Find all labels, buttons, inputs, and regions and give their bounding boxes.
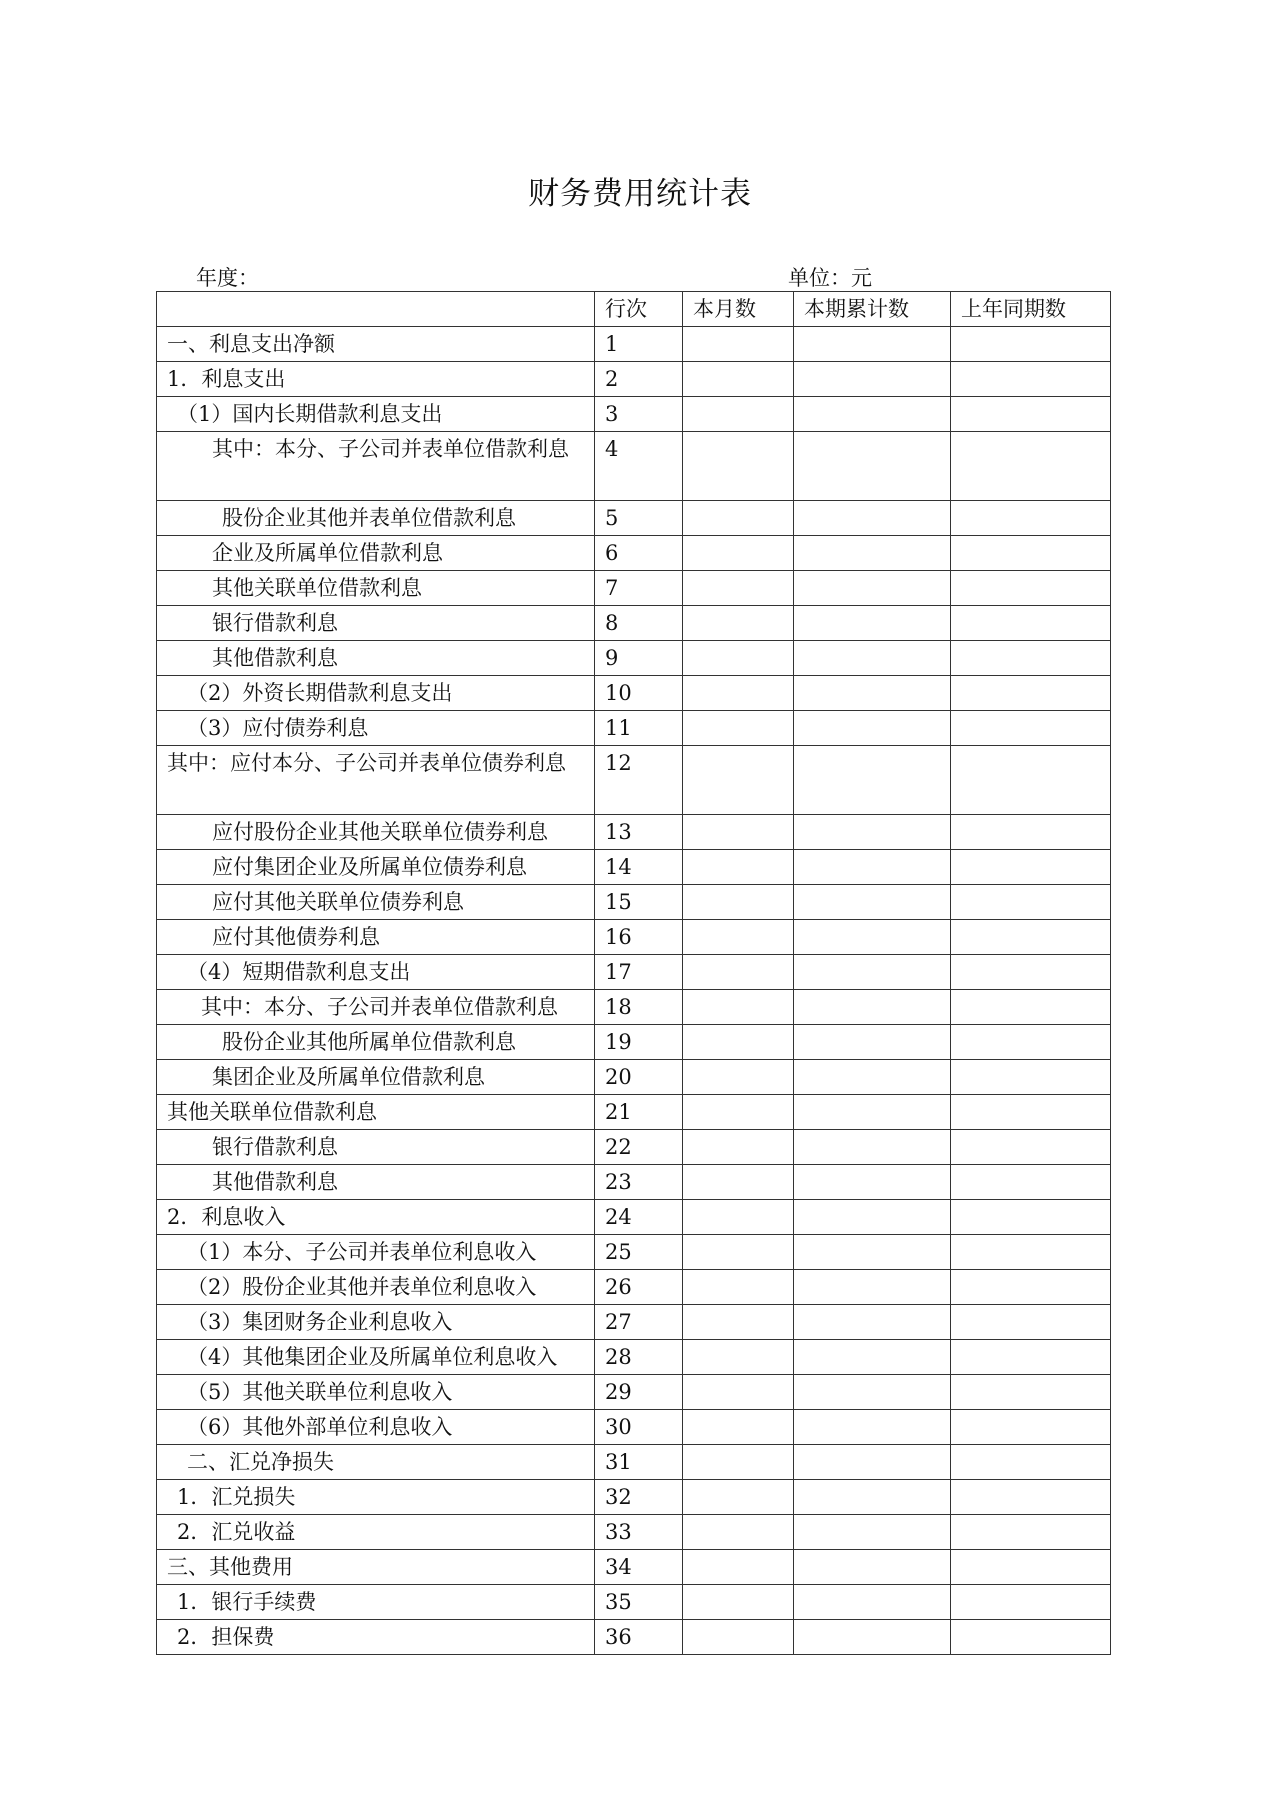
row-label: 三、其他费用: [157, 1550, 595, 1585]
row-label: （3）集团财务企业利息收入: [157, 1305, 595, 1340]
cell-period-total[interactable]: [794, 850, 951, 885]
cell-this-month[interactable]: [683, 1375, 794, 1410]
row-label: 其中：本分、子公司并表单位借款利息: [157, 432, 595, 501]
cell-this-month[interactable]: [683, 641, 794, 676]
row-label: 银行借款利息: [157, 606, 595, 641]
row-label: 其中：本分、子公司并表单位借款利息: [157, 990, 595, 1025]
cell-this-month[interactable]: [683, 1270, 794, 1305]
row-label: 应付其他关联单位债券利息: [157, 885, 595, 920]
table-row: [157, 746, 1111, 815]
row-line-no: 2: [595, 362, 683, 397]
row-label: （6）其他外部单位利息收入: [157, 1410, 595, 1445]
table-row: [157, 850, 1111, 885]
cell-period-total[interactable]: [794, 1025, 951, 1060]
cell-last-year[interactable]: [951, 1410, 1111, 1445]
row-label: 股份企业其他并表单位借款利息: [157, 501, 595, 536]
expense-table: [156, 291, 1111, 1655]
cell-last-year[interactable]: [951, 1375, 1111, 1410]
row-line-no: 12: [595, 746, 683, 815]
cell-this-month[interactable]: [683, 1165, 794, 1200]
table-row: [157, 1165, 1111, 1200]
row-label: （5）其他关联单位利息收入: [157, 1375, 595, 1410]
table-row: [157, 990, 1111, 1025]
cell-last-year[interactable]: [951, 1025, 1111, 1060]
cell-this-month[interactable]: [683, 501, 794, 536]
table-row: [157, 885, 1111, 920]
cell-period-total[interactable]: [794, 536, 951, 571]
table-row: [157, 1550, 1111, 1585]
cell-last-year[interactable]: [951, 501, 1111, 536]
row-label: 1．银行手续费: [157, 1585, 595, 1620]
row-label: 其他借款利息: [157, 1165, 595, 1200]
cell-this-month[interactable]: [683, 606, 794, 641]
row-line-no: 21: [595, 1095, 683, 1130]
cell-this-month[interactable]: [683, 990, 794, 1025]
row-label: 2．利息收入: [157, 1200, 595, 1235]
row-label: （2）股份企业其他并表单位利息收入: [157, 1270, 595, 1305]
cell-this-month[interactable]: [683, 432, 794, 501]
cell-this-month[interactable]: [683, 1095, 794, 1130]
row-line-no: 18: [595, 990, 683, 1025]
row-label: 1．汇兑损失: [157, 1480, 595, 1515]
table-row: [157, 397, 1111, 432]
cell-last-year[interactable]: [951, 990, 1111, 1025]
table-row: [157, 432, 1111, 501]
row-line-no: 8: [595, 606, 683, 641]
cell-last-year[interactable]: [951, 1480, 1111, 1515]
header-line-no: 行次: [595, 292, 683, 327]
cell-this-month[interactable]: [683, 1130, 794, 1165]
row-line-no: 16: [595, 920, 683, 955]
cell-period-total[interactable]: [794, 1550, 951, 1585]
cell-this-month[interactable]: [683, 1585, 794, 1620]
row-label: 银行借款利息: [157, 1130, 595, 1165]
cell-period-total[interactable]: [794, 1620, 951, 1655]
header-this-month: 本月数: [683, 292, 794, 327]
cell-period-total[interactable]: [794, 1375, 951, 1410]
cell-last-year[interactable]: [951, 432, 1111, 501]
cell-this-month[interactable]: [683, 1340, 794, 1375]
row-line-no: 28: [595, 1340, 683, 1375]
row-line-no: 14: [595, 850, 683, 885]
row-line-no: 13: [595, 815, 683, 850]
cell-period-total[interactable]: [794, 1235, 951, 1270]
cell-this-month[interactable]: [683, 327, 794, 362]
cell-period-total[interactable]: [794, 1270, 951, 1305]
cell-period-total[interactable]: [794, 711, 951, 746]
cell-last-year[interactable]: [951, 955, 1111, 990]
table-row: [157, 641, 1111, 676]
cell-period-total[interactable]: [794, 327, 951, 362]
cell-this-month[interactable]: [683, 397, 794, 432]
table-row: [157, 955, 1111, 990]
cell-last-year[interactable]: [951, 1305, 1111, 1340]
cell-period-total[interactable]: [794, 1445, 951, 1480]
cell-last-year[interactable]: [951, 1340, 1111, 1375]
row-line-no: 35: [595, 1585, 683, 1620]
row-line-no: 29: [595, 1375, 683, 1410]
table-row: [157, 536, 1111, 571]
table-row: [157, 1200, 1111, 1235]
row-line-no: 7: [595, 571, 683, 606]
row-line-no: 20: [595, 1060, 683, 1095]
row-label: （3）应付债券利息: [157, 711, 595, 746]
cell-last-year[interactable]: [951, 885, 1111, 920]
table-row: [157, 1060, 1111, 1095]
row-label: 应付股份企业其他关联单位债券利息: [157, 815, 595, 850]
cell-period-total[interactable]: [794, 501, 951, 536]
cell-this-month[interactable]: [683, 571, 794, 606]
row-line-no: 24: [595, 1200, 683, 1235]
cell-period-total[interactable]: [794, 1095, 951, 1130]
table-row: [157, 1375, 1111, 1410]
cell-this-month[interactable]: [683, 885, 794, 920]
row-line-no: 34: [595, 1550, 683, 1585]
cell-last-year[interactable]: [951, 711, 1111, 746]
row-line-no: 27: [595, 1305, 683, 1340]
unit-label: 单位：元: [788, 266, 872, 290]
row-line-no: 4: [595, 432, 683, 501]
cell-this-month[interactable]: [683, 1480, 794, 1515]
cell-period-total[interactable]: [794, 1410, 951, 1445]
row-line-no: 1: [595, 327, 683, 362]
cell-this-month[interactable]: [683, 955, 794, 990]
cell-period-total[interactable]: [794, 815, 951, 850]
table-row: [157, 1410, 1111, 1445]
table-row: [157, 1305, 1111, 1340]
row-label: 一、利息支出净额: [157, 327, 595, 362]
cell-period-total[interactable]: [794, 362, 951, 397]
cell-last-year[interactable]: [951, 1270, 1111, 1305]
cell-this-month[interactable]: [683, 676, 794, 711]
row-label: （1）国内长期借款利息支出: [157, 397, 595, 432]
cell-this-month[interactable]: [683, 920, 794, 955]
cell-this-month[interactable]: [683, 711, 794, 746]
row-line-no: 36: [595, 1620, 683, 1655]
table-row: [157, 1445, 1111, 1480]
cell-period-total[interactable]: [794, 885, 951, 920]
table-row: [157, 1270, 1111, 1305]
header-last-year: 上年同期数: [951, 292, 1111, 327]
cell-period-total[interactable]: [794, 990, 951, 1025]
cell-last-year[interactable]: [951, 1585, 1111, 1620]
cell-period-total[interactable]: [794, 1130, 951, 1165]
table-row: [157, 1585, 1111, 1620]
table-row: [157, 1095, 1111, 1130]
cell-last-year[interactable]: [951, 397, 1111, 432]
row-label: 应付其他债券利息: [157, 920, 595, 955]
row-label: 应付集团企业及所属单位债券利息: [157, 850, 595, 885]
cell-last-year[interactable]: [951, 1235, 1111, 1270]
cell-last-year[interactable]: [951, 1515, 1111, 1550]
row-line-no: 26: [595, 1270, 683, 1305]
row-line-no: 23: [595, 1165, 683, 1200]
cell-last-year[interactable]: [951, 1165, 1111, 1200]
cell-period-total[interactable]: [794, 1480, 951, 1515]
header-item: [157, 292, 595, 327]
cell-this-month[interactable]: [683, 815, 794, 850]
cell-last-year[interactable]: [951, 676, 1111, 711]
row-label: 2．汇兑收益: [157, 1515, 595, 1550]
cell-period-total[interactable]: [794, 1200, 951, 1235]
cell-last-year[interactable]: [951, 850, 1111, 885]
cell-this-month[interactable]: [683, 362, 794, 397]
cell-period-total[interactable]: [794, 1305, 951, 1340]
table-row: [157, 1130, 1111, 1165]
row-line-no: 5: [595, 501, 683, 536]
header-row: [157, 292, 1111, 327]
table-row: [157, 1025, 1111, 1060]
table-row: [157, 327, 1111, 362]
page-title: 财务费用统计表: [528, 176, 752, 212]
row-label: 1．利息支出: [157, 362, 595, 397]
table-row: [157, 501, 1111, 536]
year-label: 年度：: [196, 266, 259, 290]
cell-period-total[interactable]: [794, 920, 951, 955]
cell-period-total[interactable]: [794, 746, 951, 815]
cell-period-total[interactable]: [794, 397, 951, 432]
row-line-no: 6: [595, 536, 683, 571]
cell-last-year[interactable]: [951, 536, 1111, 571]
cell-period-total[interactable]: [794, 641, 951, 676]
cell-last-year[interactable]: [951, 1445, 1111, 1480]
cell-period-total[interactable]: [794, 571, 951, 606]
table-row: [157, 676, 1111, 711]
row-label: （2）外资长期借款利息支出: [157, 676, 595, 711]
cell-this-month[interactable]: [683, 850, 794, 885]
table-row: [157, 1340, 1111, 1375]
cell-period-total[interactable]: [794, 1515, 951, 1550]
table-row: [157, 1235, 1111, 1270]
table-row: [157, 1515, 1111, 1550]
row-line-no: 15: [595, 885, 683, 920]
cell-last-year[interactable]: [951, 571, 1111, 606]
cell-last-year[interactable]: [951, 327, 1111, 362]
table-row: [157, 362, 1111, 397]
row-line-no: 25: [595, 1235, 683, 1270]
row-label: 其他关联单位借款利息: [157, 571, 595, 606]
row-line-no: 11: [595, 711, 683, 746]
cell-last-year[interactable]: [951, 1130, 1111, 1165]
cell-this-month[interactable]: [683, 1305, 794, 1340]
cell-last-year[interactable]: [951, 1550, 1111, 1585]
cell-last-year[interactable]: [951, 1200, 1111, 1235]
row-line-no: 31: [595, 1445, 683, 1480]
cell-last-year[interactable]: [951, 746, 1111, 815]
table-row: [157, 1620, 1111, 1655]
cell-period-total[interactable]: [794, 676, 951, 711]
cell-this-month[interactable]: [683, 1060, 794, 1095]
row-line-no: 22: [595, 1130, 683, 1165]
row-line-no: 10: [595, 676, 683, 711]
table-row: [157, 571, 1111, 606]
cell-last-year[interactable]: [951, 1060, 1111, 1095]
cell-this-month[interactable]: [683, 1550, 794, 1585]
cell-last-year[interactable]: [951, 815, 1111, 850]
table-row: [157, 1480, 1111, 1515]
row-label: （4）短期借款利息支出: [157, 955, 595, 990]
row-label: （1）本分、子公司并表单位利息收入: [157, 1235, 595, 1270]
row-label: 股份企业其他所属单位借款利息: [157, 1025, 595, 1060]
cell-period-total[interactable]: [794, 1165, 951, 1200]
row-line-no: 33: [595, 1515, 683, 1550]
cell-this-month[interactable]: [683, 1515, 794, 1550]
row-label: 集团企业及所属单位借款利息: [157, 1060, 595, 1095]
cell-this-month[interactable]: [683, 746, 794, 815]
table-row: [157, 815, 1111, 850]
cell-last-year[interactable]: [951, 606, 1111, 641]
row-label: 2．担保费: [157, 1620, 595, 1655]
row-label: 企业及所属单位借款利息: [157, 536, 595, 571]
cell-last-year[interactable]: [951, 362, 1111, 397]
cell-this-month[interactable]: [683, 1235, 794, 1270]
cell-this-month[interactable]: [683, 1025, 794, 1060]
table-row: [157, 711, 1111, 746]
cell-last-year[interactable]: [951, 641, 1111, 676]
row-line-no: 32: [595, 1480, 683, 1515]
row-line-no: 19: [595, 1025, 683, 1060]
row-line-no: 3: [595, 397, 683, 432]
cell-this-month[interactable]: [683, 536, 794, 571]
cell-period-total[interactable]: [794, 1060, 951, 1095]
row-line-no: 9: [595, 641, 683, 676]
table-row: [157, 606, 1111, 641]
row-line-no: 30: [595, 1410, 683, 1445]
cell-period-total[interactable]: [794, 432, 951, 501]
cell-period-total[interactable]: [794, 955, 951, 990]
row-label: 其他借款利息: [157, 641, 595, 676]
row-label: （4）其他集团企业及所属单位利息收入: [157, 1340, 595, 1375]
cell-last-year[interactable]: [951, 920, 1111, 955]
row-line-no: 17: [595, 955, 683, 990]
cell-last-year[interactable]: [951, 1620, 1111, 1655]
row-label: 其他关联单位借款利息: [157, 1095, 595, 1130]
cell-this-month[interactable]: [683, 1620, 794, 1655]
table-row: [157, 920, 1111, 955]
cell-last-year[interactable]: [951, 1095, 1111, 1130]
row-label: 其中：应付本分、子公司并表单位债券利息: [157, 746, 595, 815]
cell-period-total[interactable]: [794, 1585, 951, 1620]
cell-this-month[interactable]: [683, 1445, 794, 1480]
cell-period-total[interactable]: [794, 1340, 951, 1375]
row-label: 二、汇兑净损失: [157, 1445, 595, 1480]
cell-this-month[interactable]: [683, 1200, 794, 1235]
header-period-total: 本期累计数: [794, 292, 951, 327]
cell-this-month[interactable]: [683, 1410, 794, 1445]
cell-period-total[interactable]: [794, 606, 951, 641]
